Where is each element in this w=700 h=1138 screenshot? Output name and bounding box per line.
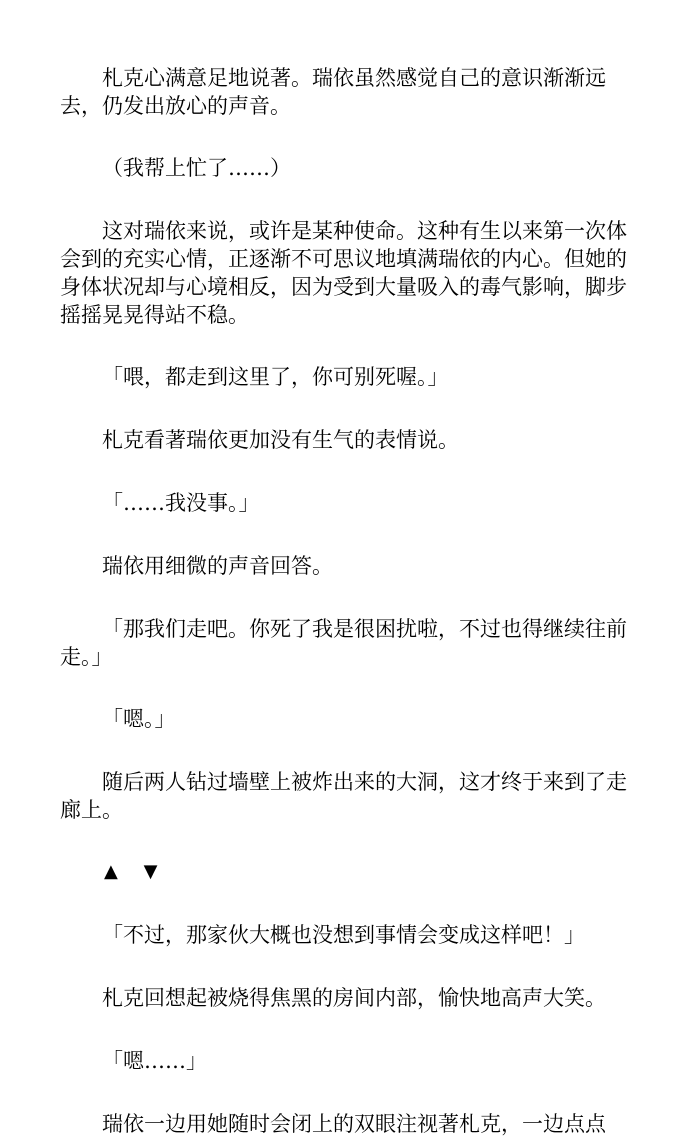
paragraph: 「喂，都走到这里了，你可别死喔。」: [102, 365, 449, 389]
paragraph: 瑞依一边用她随时会闭上的双眼注视著札克，一边点点: [102, 1112, 606, 1136]
paragraph: 「不过，那家伙大概也没想到事情会变成这样吧！」: [102, 923, 585, 947]
paragraph: 瑞依用细微的声音回答。: [102, 554, 333, 578]
paragraph: 随后两人钻过墙壁上被炸出来的大洞，这才终于来到了走廊上。: [60, 770, 627, 822]
paragraph: 这对瑞依来说，或许是某种使命。这种有生以来第一次体会到的充实心情，正逐渐不可思议地填满瑞依的内心。但她的身体状况却与心境相反，因为受到大量吸入的毒气影响，脚步摇摇晃晃得站不稳。: [60, 219, 627, 327]
paragraph: 札克心满意足地说著。瑞依虽然感觉自己的意识渐渐远去，仍发出放心的声音。: [60, 66, 606, 118]
paragraph: 「嗯……」: [102, 1049, 207, 1073]
paragraph: 札克回想起被烧得焦黑的房间内部，愉快地高声大笑。: [102, 986, 606, 1010]
paragraph: 「那我们走吧。你死了我是很困扰啦，不过也得继续往前走。」: [60, 617, 627, 669]
paragraph: 「……我没事。」: [102, 491, 260, 515]
paragraph: 「嗯。」: [102, 707, 176, 731]
paragraph: 札克看著瑞依更加没有生气的表情说。: [102, 428, 459, 452]
scene-break-triangles: ▲ ▼: [104, 861, 168, 882]
paragraph: （我帮上忙了……）: [102, 156, 291, 180]
document-page: [60, 64, 640, 1138]
